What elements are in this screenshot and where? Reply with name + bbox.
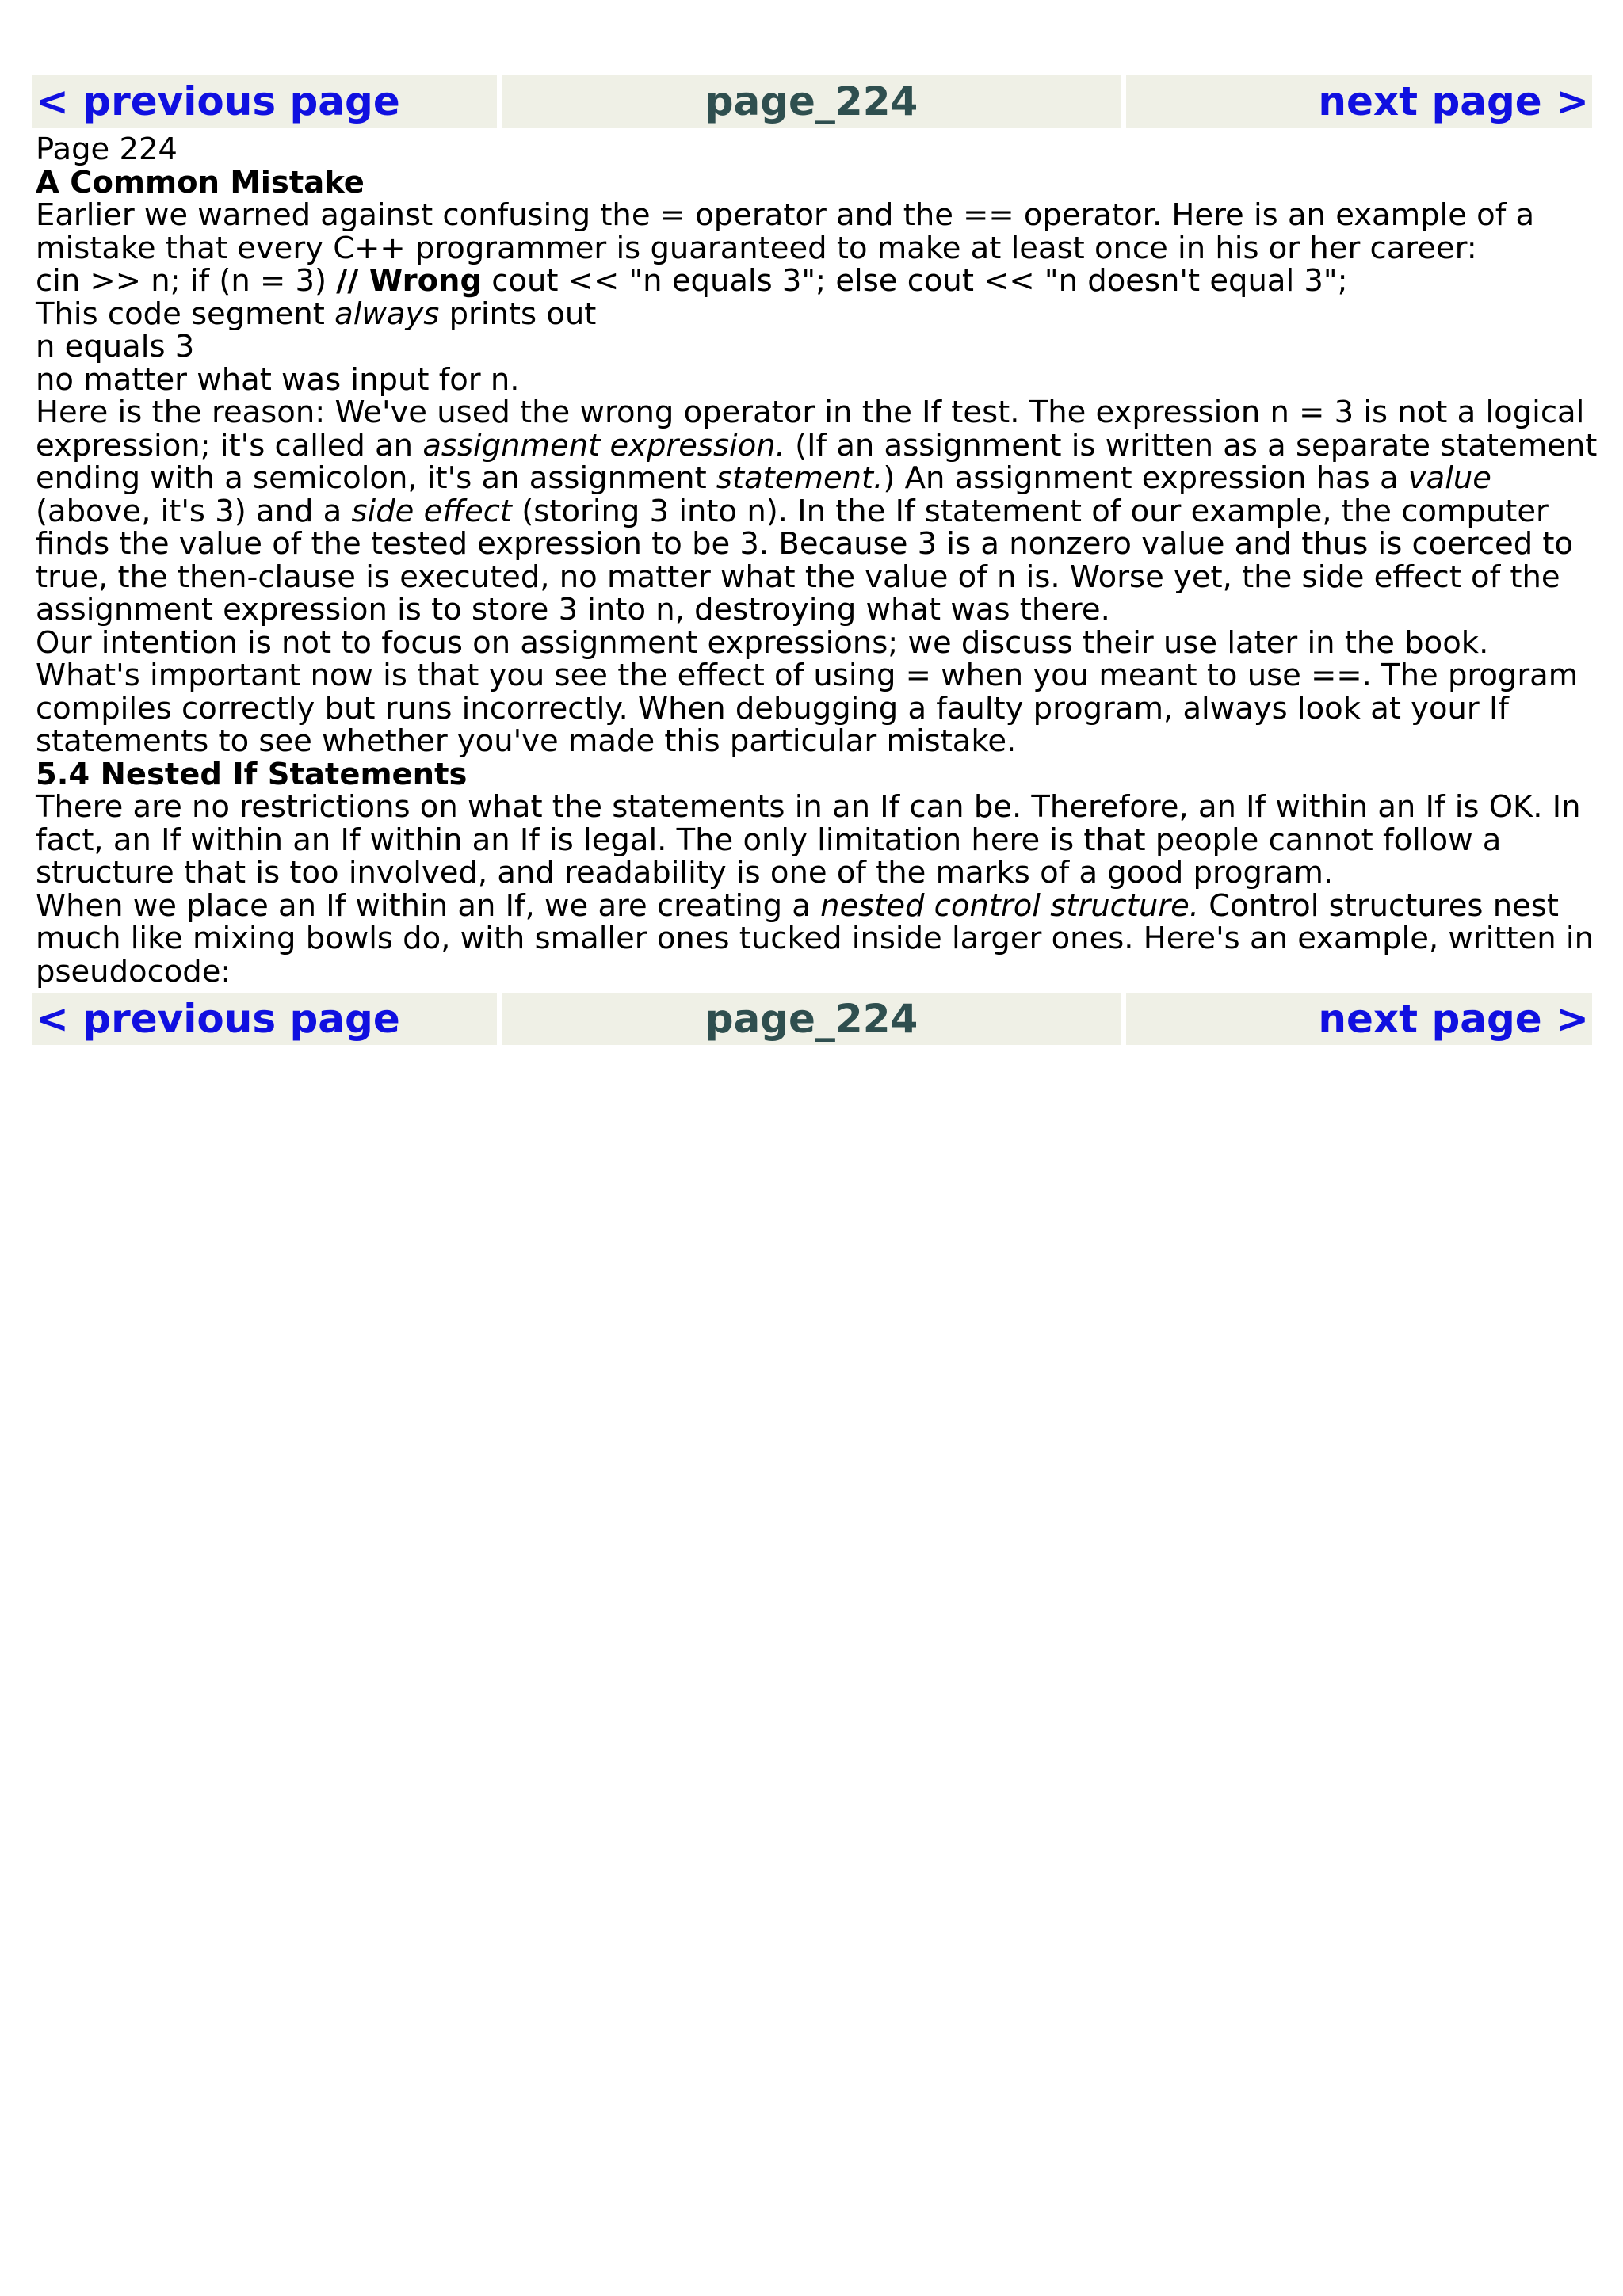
page-label-cell	[502, 75, 1121, 128]
emphasis-always: always	[334, 296, 440, 332]
page-content	[36, 133, 1601, 988]
text-span: This code segment	[36, 296, 335, 332]
emphasis-term: nested control structure.	[820, 887, 1200, 924]
code-part-1: cin >> n; if (n = 3)	[36, 263, 337, 299]
paragraph-intention: Our intention is not to focus on assignment expressions; we discuss their use later in the book. What's important now is that you see the effect of using = when you meant to use ==. The program compiles correctly but runs incorrectly. When debugging a faulty program, always look at your If statements to see whether you've made this particular mistake.	[36, 624, 1579, 759]
paragraph-no-matter: no matter what was input for n.	[36, 361, 520, 398]
page-label: page_224	[705, 996, 918, 1042]
next-page-link[interactable]: next page >	[1318, 78, 1589, 124]
paragraph-restrictions: There are no restrictions on what the statements in an If can be. Therefore, an If within an If is OK. In fact, an If within an If within an If is legal. The only limitation here is that people cannot follow a structure that is too involved, and readability is one of the marks of a good program.	[36, 789, 1581, 891]
previous-page-cell	[32, 75, 497, 128]
previous-page-link[interactable]: < previous page	[36, 78, 400, 124]
next-page-cell	[1126, 993, 1592, 1045]
code-part-2: cout << "n equals 3"; else cout << "n doesn't equal 3";	[482, 263, 1348, 299]
section-heading-nested-if: 5.4 Nested If Statements	[36, 756, 468, 792]
previous-page-link[interactable]: < previous page	[36, 996, 400, 1042]
emphasis-term: value	[1407, 460, 1491, 496]
page-label-cell	[502, 993, 1121, 1045]
emphasis-term: assignment expression.	[422, 427, 785, 463]
previous-page-cell	[32, 993, 497, 1045]
code-example	[36, 265, 1601, 298]
bottom-navigation-bar	[32, 993, 1592, 1045]
text-span: ) An assignment expression has a	[883, 460, 1408, 496]
emphasis-term: side effect	[351, 493, 513, 529]
text-span: (storing 3 into n). In the If statement of our example, the computer finds the value of the tested expression to be 3. Because 3 is a nonzero value and thus is coerced to true, the then-clause is executed, no matter what the value of n is. Worse yet, the side effect of the assignment expression is to store 3 into n, destroying what was there.	[36, 493, 1574, 627]
section-heading-common-mistake: A Common Mistake	[36, 164, 365, 200]
text-span: Here is the reason: We've used the wrong operator in the If test. The expression n = 3 is not a logical expression; it's called an	[36, 395, 1585, 463]
emphasis-term: statement.	[716, 460, 884, 496]
paragraph-reason	[36, 396, 1601, 627]
page-number: Page 224	[36, 132, 178, 167]
top-navigation-bar	[32, 75, 1592, 128]
output-line: n equals 3	[36, 329, 195, 364]
paragraph-always	[36, 298, 1601, 331]
text-span: prints out	[439, 296, 597, 332]
paragraph-nested	[36, 887, 1601, 990]
text-span: (If an assignment is written as a separate statement ending with a semicolon, it's an assignment	[36, 427, 1598, 496]
paragraph-warning: Earlier we warned against confusing the = operator and the == operator. Here is an example of a mistake that every C++ programmer is guaranteed to make at least once in his or her career:	[36, 197, 1535, 266]
text-span: Control structures nest much like mixing bowls do, with smaller ones tucked inside larger ones. Here's an example, written in pseudocode:	[36, 887, 1594, 990]
text-span: When we place an If within an If, we are creating a	[36, 887, 821, 924]
next-page-cell	[1126, 75, 1592, 128]
text-span: (above, it's 3) and a	[36, 493, 352, 529]
next-page-link[interactable]: next page >	[1318, 996, 1589, 1042]
page-label: page_224	[705, 78, 918, 124]
code-comment: // Wrong	[336, 263, 483, 299]
